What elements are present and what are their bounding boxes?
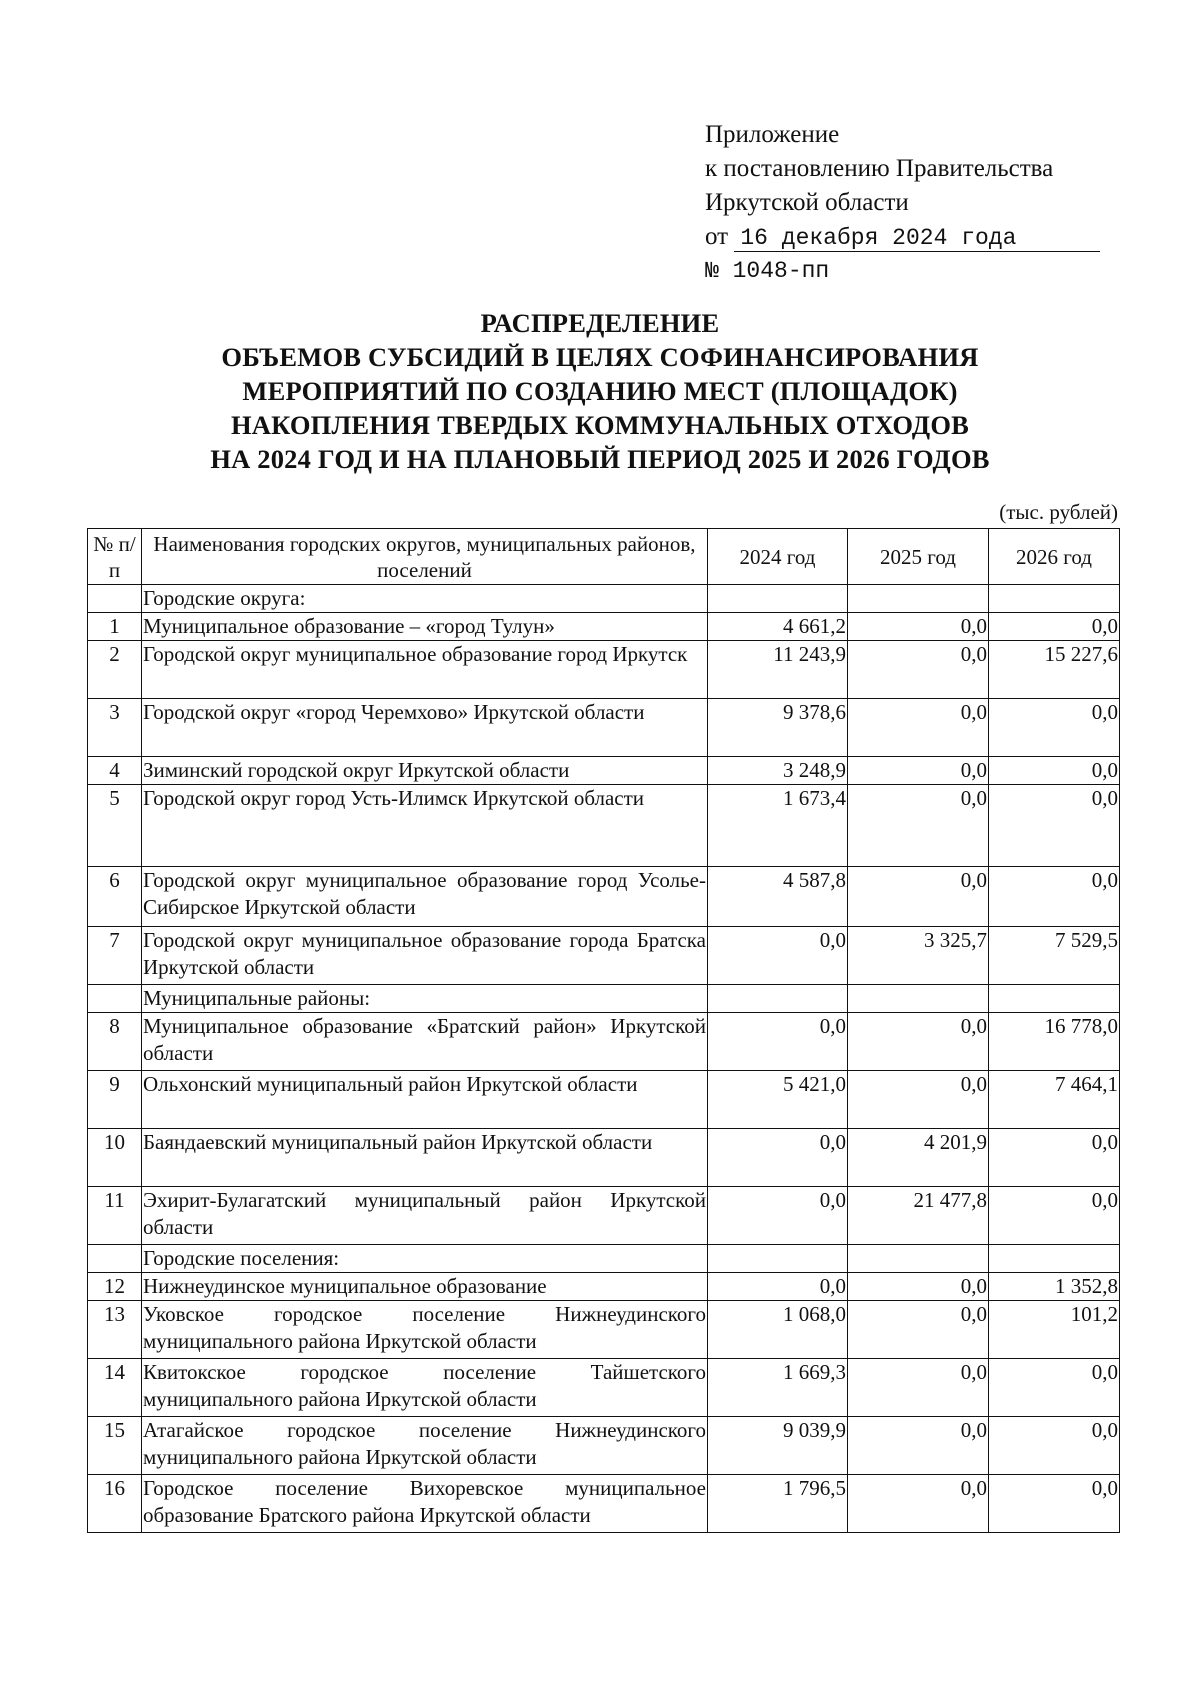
row-number: 14 xyxy=(88,1359,142,1417)
row-value-2024: 0,0 xyxy=(708,1129,848,1187)
row-number: 3 xyxy=(88,699,142,757)
row-name: Уковское городское поселение Нижнеудинского муниципального района Иркутской области xyxy=(142,1301,708,1359)
row-number: 16 xyxy=(88,1475,142,1533)
row-value-2025: 0,0 xyxy=(848,1475,989,1533)
row-value-2024: 5 421,0 xyxy=(708,1071,848,1129)
table-row xyxy=(88,1417,1120,1475)
appendix-region: Иркутской области xyxy=(705,189,909,216)
row-name: Нижнеудинское муниципальное образование xyxy=(142,1273,708,1301)
row-name: Городской округ муниципальное образование города Братска Иркутской области xyxy=(142,927,708,985)
header-number: № п/п xyxy=(88,529,142,585)
row-number: 10 xyxy=(88,1129,142,1187)
appendix-block xyxy=(705,118,1100,288)
header-2026: 2026 год xyxy=(989,529,1120,585)
row-value-2026: 7 464,1 xyxy=(989,1071,1120,1129)
header-2025: 2025 год xyxy=(848,529,989,585)
row-value-2024: 1 673,4 xyxy=(708,785,848,867)
table-row xyxy=(88,1359,1120,1417)
row-number: 8 xyxy=(88,1013,142,1071)
document-title xyxy=(140,306,1060,476)
row-value-2025: 0,0 xyxy=(848,1301,989,1359)
row-name: Эхирит-Булагатский муниципальный район Иркутской области xyxy=(142,1187,708,1245)
table-row xyxy=(88,699,1120,757)
header-name: Наименования городских округов, муниципальных районов, поселений xyxy=(142,529,708,585)
table-header-row xyxy=(88,529,1120,585)
row-value-2026: 0,0 xyxy=(989,613,1120,641)
row-name: Городской округ муниципальное образование город Иркутск xyxy=(142,641,708,699)
group-row xyxy=(88,1245,1120,1273)
group-label: Муниципальные районы: xyxy=(142,985,708,1013)
row-name: Квитокское городское поселение Тайшетского муниципального района Иркутской области xyxy=(142,1359,708,1417)
appendix-number: № 1048-пп xyxy=(705,258,830,284)
header-2024: 2024 год xyxy=(708,529,848,585)
row-value-2026: 101,2 xyxy=(989,1301,1120,1359)
table-row xyxy=(88,1129,1120,1187)
row-name: Муниципальное образование – «город Тулун» xyxy=(142,613,708,641)
title-line: МЕРОПРИЯТИЙ ПО СОЗДАНИЮ МЕСТ (ПЛОЩАДОК) xyxy=(242,376,958,406)
title-line: НАКОПЛЕНИЯ ТВЕРДЫХ КОММУНАЛЬНЫХ ОТХОДОВ xyxy=(230,410,970,440)
table-row xyxy=(88,641,1120,699)
appendix-date-row xyxy=(705,220,1100,254)
row-value-2025: 0,0 xyxy=(848,613,989,641)
row-value-2024: 9 039,9 xyxy=(708,1417,848,1475)
title-line: ОБЪЕМОВ СУБСИДИЙ В ЦЕЛЯХ СОФИНАНСИРОВАНИЯ xyxy=(221,342,979,372)
row-name: Городской округ город Усть-Илимск Иркутской области xyxy=(142,785,708,867)
title-line: НА 2024 ГОД И НА ПЛАНОВЫЙ ПЕРИОД 2025 И 2026 ГОДОВ xyxy=(210,444,990,474)
row-value-2026: 0,0 xyxy=(989,757,1120,785)
row-number: 1 xyxy=(88,613,142,641)
row-number: 7 xyxy=(88,927,142,985)
row-value-2024: 3 248,9 xyxy=(708,757,848,785)
row-name: Городское поселение Вихоревское муниципальное образование Братского района Иркутской области xyxy=(142,1475,708,1533)
table-row xyxy=(88,927,1120,985)
row-value-2024: 1 068,0 xyxy=(708,1301,848,1359)
row-name: Атагайское городское поселение Нижнеудинского муниципального района Иркутской области xyxy=(142,1417,708,1475)
row-value-2025: 0,0 xyxy=(848,757,989,785)
table-row xyxy=(88,1071,1120,1129)
row-value-2026: 7 529,5 xyxy=(989,927,1120,985)
appendix-resolution: к постановлению Правительства xyxy=(705,155,1054,182)
table-row xyxy=(88,1273,1120,1301)
row-number: 2 xyxy=(88,641,142,699)
row-name: Баяндаевский муниципальный район Иркутской области xyxy=(142,1129,708,1187)
distribution-table xyxy=(87,528,1120,1533)
row-value-2026: 0,0 xyxy=(989,867,1120,927)
row-number: 6 xyxy=(88,867,142,927)
row-number: 4 xyxy=(88,757,142,785)
group-label: Городские поселения: xyxy=(142,1245,708,1273)
table-row xyxy=(88,1013,1120,1071)
group-label: Городские округа: xyxy=(142,585,708,613)
row-name: Муниципальное образование «Братский район» Иркутской области xyxy=(142,1013,708,1071)
appendix-title: Приложение xyxy=(705,121,840,148)
row-number: 11 xyxy=(88,1187,142,1245)
row-name: Ольхонский муниципальный район Иркутской области xyxy=(142,1071,708,1129)
table-row xyxy=(88,1475,1120,1533)
row-value-2024: 9 378,6 xyxy=(708,699,848,757)
row-value-2025: 0,0 xyxy=(848,1417,989,1475)
row-value-2026: 0,0 xyxy=(989,1129,1120,1187)
row-number: 15 xyxy=(88,1417,142,1475)
row-value-2025: 0,0 xyxy=(848,1273,989,1301)
row-value-2025: 4 201,9 xyxy=(848,1129,989,1187)
row-value-2024: 4 587,8 xyxy=(708,867,848,927)
row-value-2026: 16 778,0 xyxy=(989,1013,1120,1071)
row-value-2026: 0,0 xyxy=(989,1475,1120,1533)
appendix-date-prefix: от xyxy=(705,223,729,250)
row-number: 5 xyxy=(88,785,142,867)
row-value-2026: 0,0 xyxy=(989,785,1120,867)
units-label: (тыс. рублей) xyxy=(999,500,1118,524)
row-number: 13 xyxy=(88,1301,142,1359)
row-value-2024: 0,0 xyxy=(708,927,848,985)
row-value-2026: 0,0 xyxy=(989,699,1120,757)
group-row xyxy=(88,585,1120,613)
table-row xyxy=(88,1301,1120,1359)
row-value-2026: 0,0 xyxy=(989,1359,1120,1417)
row-value-2025: 0,0 xyxy=(848,1071,989,1129)
row-value-2025: 21 477,8 xyxy=(848,1187,989,1245)
row-name: Зиминский городской округ Иркутской области xyxy=(142,757,708,785)
row-number: 12 xyxy=(88,1273,142,1301)
row-value-2026: 15 227,6 xyxy=(989,641,1120,699)
title-line: РАСПРЕДЕЛЕНИЕ xyxy=(480,308,720,338)
row-value-2025: 0,0 xyxy=(848,1359,989,1417)
group-row xyxy=(88,985,1120,1013)
row-name: Городской округ муниципальное образование город Усолье-Сибирское Иркутской области xyxy=(142,867,708,927)
row-value-2025: 0,0 xyxy=(848,699,989,757)
row-value-2026: 0,0 xyxy=(989,1187,1120,1245)
row-value-2026: 0,0 xyxy=(989,1417,1120,1475)
row-value-2024: 1 669,3 xyxy=(708,1359,848,1417)
table-row xyxy=(88,785,1120,867)
row-value-2024: 11 243,9 xyxy=(708,641,848,699)
row-value-2025: 0,0 xyxy=(848,785,989,867)
row-value-2024: 4 661,2 xyxy=(708,613,848,641)
row-value-2025: 0,0 xyxy=(848,1013,989,1071)
row-value-2024: 0,0 xyxy=(708,1273,848,1301)
table-row xyxy=(88,613,1120,641)
row-value-2025: 0,0 xyxy=(848,641,989,699)
row-name: Городской округ «город Черемхово» Иркутской области xyxy=(142,699,708,757)
row-number: 9 xyxy=(88,1071,142,1129)
table-row xyxy=(88,867,1120,927)
row-value-2025: 3 325,7 xyxy=(848,927,989,985)
row-value-2024: 0,0 xyxy=(708,1013,848,1071)
row-value-2024: 0,0 xyxy=(708,1187,848,1245)
row-value-2024: 1 796,5 xyxy=(708,1475,848,1533)
row-value-2025: 0,0 xyxy=(848,867,989,927)
table-row xyxy=(88,757,1120,785)
row-value-2026: 1 352,8 xyxy=(989,1273,1120,1301)
appendix-date: 16 декабря 2024 года xyxy=(734,225,1100,252)
table-row xyxy=(88,1187,1120,1245)
